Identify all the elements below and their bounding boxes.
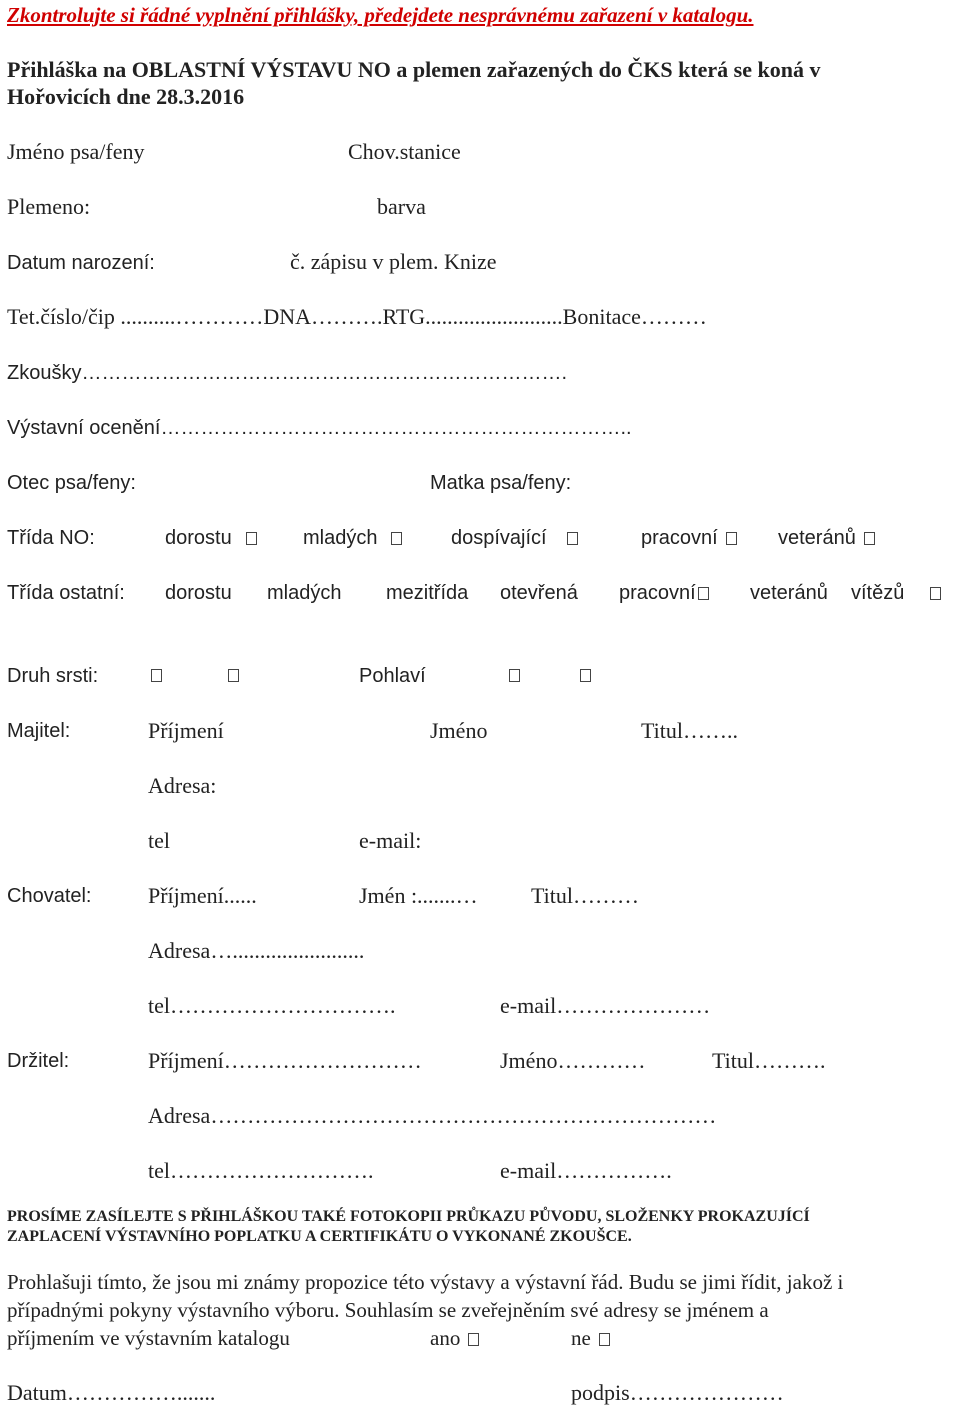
awards-line: Výstavní ocenění…………………………………………………………….. bbox=[7, 417, 632, 439]
breeder-name-line: Jmén :.......… bbox=[359, 883, 478, 908]
birth-date-label: Datum narození: bbox=[7, 252, 155, 274]
kennel-label: Chov.stanice bbox=[348, 139, 461, 164]
class-other-option-otevrena[interactable]: otevřená bbox=[500, 582, 578, 604]
coat-checkbox-1[interactable] bbox=[151, 669, 162, 682]
breeder-tel-label: tel bbox=[148, 993, 170, 1018]
declaration-line2: případnými pokyny výstavního výboru. Souhlasím se zveřejněním své adresy se jménem a bbox=[7, 1298, 769, 1322]
form-title-line2: Hořovicích dne 28.3.2016 bbox=[7, 84, 245, 109]
owner-label: Majitel: bbox=[7, 720, 71, 742]
checkbox[interactable] bbox=[864, 532, 875, 545]
class-no-label: Třída NO: bbox=[7, 527, 95, 549]
holder-address-line: Adresa…………………………………………………………… bbox=[148, 1103, 717, 1128]
holder-email-label: e-mail bbox=[500, 1158, 557, 1183]
breeder-label: Chovatel: bbox=[7, 885, 92, 907]
consent-yes-option[interactable]: ano bbox=[430, 1325, 479, 1351]
dna-label: DNA bbox=[263, 304, 311, 329]
class-other-option-mladych[interactable]: mladých bbox=[267, 582, 342, 604]
class-no-option-dorostu[interactable]: dorostu bbox=[165, 525, 257, 551]
holder-address-label: Adresa bbox=[148, 1103, 211, 1128]
class-no-option-pracovni[interactable]: pracovní bbox=[641, 525, 737, 551]
checkbox[interactable] bbox=[567, 532, 578, 545]
checkbox[interactable] bbox=[468, 1333, 479, 1346]
mother-label: Matka psa/feny: bbox=[430, 472, 572, 494]
class-other-option-veteranu[interactable]: veteránů bbox=[750, 582, 828, 604]
class-other-option-pracovni[interactable]: pracovní bbox=[619, 580, 709, 606]
breeder-name-label: Jmén :....... bbox=[359, 883, 456, 908]
form-title-line1: Přihláška na OBLASTNÍ VÝSTAVU NO a plemen zařazených do ČKS která se koná v bbox=[7, 57, 821, 82]
class-other-option-dorostu[interactable]: dorostu bbox=[165, 582, 232, 604]
sex-checkbox-2[interactable] bbox=[580, 669, 591, 682]
checkbox[interactable] bbox=[698, 587, 709, 600]
holder-name-label: Jméno bbox=[500, 1048, 558, 1073]
holder-email-line: e-mail……………. bbox=[500, 1158, 672, 1183]
holder-tel-line: tel………………………. bbox=[148, 1158, 374, 1183]
declaration-line1: Prohlašuji tímto, že jsou mi známy propozice této výstavy a výstavní řád. Budu se jimi řídit, jakož i bbox=[7, 1270, 844, 1294]
breeder-email-label: e-mail bbox=[500, 993, 557, 1018]
owner-address-label: Adresa: bbox=[148, 773, 217, 798]
holder-name-line: Jméno………… bbox=[500, 1048, 646, 1073]
holder-surname-line: Příjmení……………………… bbox=[148, 1048, 422, 1073]
dog-name-label: Jméno psa/feny bbox=[7, 139, 145, 164]
exams-label: Zkoušky bbox=[7, 362, 82, 384]
owner-title-line: Titul…….. bbox=[641, 718, 739, 743]
awards-label: Výstavní ocenění bbox=[7, 417, 161, 439]
holder-surname-label: Příjmení bbox=[148, 1048, 224, 1073]
checkbox[interactable] bbox=[391, 532, 402, 545]
checkbox[interactable] bbox=[599, 1333, 610, 1346]
owner-name-label: Jméno bbox=[430, 718, 488, 743]
class-other-option-vitezu[interactable]: vítězů bbox=[851, 580, 941, 606]
tattoo-label: Tet.číslo/čip .......... bbox=[7, 304, 176, 329]
notice-line2: ZAPLACENÍ VÝSTAVNÍHO POPLATKU A CERTIFIKÁTU O VYKONANÉ ZKOUŠCE. bbox=[7, 1228, 632, 1245]
owner-tel-label: tel bbox=[148, 828, 170, 853]
exams-line: Zkoušky………………………………………………………………. bbox=[7, 362, 568, 384]
date-label: Datum bbox=[7, 1380, 67, 1405]
warning-text: Zkontrolujte si řádné vyplnění přihlášky, předejdete nesprávnému zařazení v katalogu. bbox=[7, 3, 754, 27]
holder-title-label: Titul bbox=[712, 1048, 755, 1073]
class-no-option-mladych[interactable]: mladých bbox=[303, 525, 402, 551]
breeder-title-label: Titul bbox=[531, 883, 574, 908]
checkbox[interactable] bbox=[930, 587, 941, 600]
signature-line: podpis………………… bbox=[571, 1380, 784, 1405]
class-other-option-mezitrida[interactable]: mezitřída bbox=[386, 582, 469, 604]
sex-label: Pohlaví bbox=[359, 665, 426, 687]
breed-label: Plemeno: bbox=[7, 194, 91, 219]
signature-label: podpis bbox=[571, 1380, 630, 1405]
coat-label: Druh srsti: bbox=[7, 665, 99, 687]
breeder-tel-line: tel…………………………. bbox=[148, 993, 396, 1018]
class-no-option-veteranu[interactable]: veteránů bbox=[778, 525, 875, 551]
owner-title-label: Titul bbox=[641, 718, 684, 743]
notice-line1: PROSÍME ZASÍLEJTE S PŘIHLÁŠKOU TAKÉ FOTOKOPII PRŮKAZU PŮVODU, SLOŽENKY PROKAZUJÍCÍ bbox=[7, 1208, 810, 1225]
breeder-email-line: e-mail………………… bbox=[500, 993, 711, 1018]
consent-no-option[interactable]: ne bbox=[571, 1325, 610, 1351]
coat-checkbox-2[interactable] bbox=[228, 669, 239, 682]
checkbox[interactable] bbox=[726, 532, 737, 545]
holder-label: Držitel: bbox=[7, 1050, 70, 1072]
father-label: Otec psa/feny: bbox=[7, 472, 136, 494]
holder-title-line: Titul………. bbox=[712, 1048, 826, 1073]
date-line: Datum……………....... bbox=[7, 1380, 216, 1405]
sex-checkbox-1[interactable] bbox=[509, 669, 520, 682]
class-other-label: Třída ostatní: bbox=[7, 582, 125, 604]
breeder-surname-label: Příjmení...... bbox=[148, 883, 257, 908]
holder-tel-label: tel bbox=[148, 1158, 170, 1183]
color-label: barva bbox=[377, 194, 426, 219]
checkbox[interactable] bbox=[246, 532, 257, 545]
rtg-bonitation-label: .RTG.........................Bonitace bbox=[377, 304, 641, 329]
declaration-line3: příjmením ve výstavním katalogu bbox=[7, 1326, 290, 1350]
breeder-title-line: Titul……… bbox=[531, 883, 640, 908]
studbook-label: č. zápisu v plem. Knize bbox=[290, 249, 497, 274]
breeder-address-label: Adresa bbox=[148, 938, 211, 963]
class-no-option-dospivajici[interactable]: dospívající bbox=[451, 525, 578, 551]
breeder-address-line: Adresa…........................ bbox=[148, 938, 365, 963]
owner-surname-label: Příjmení bbox=[148, 718, 224, 743]
owner-email-label: e-mail: bbox=[359, 828, 422, 853]
tattoo-chip-line: Tet.číslo/čip ..........…………DNA……….RTG.........................Bonitace……… bbox=[7, 304, 707, 329]
